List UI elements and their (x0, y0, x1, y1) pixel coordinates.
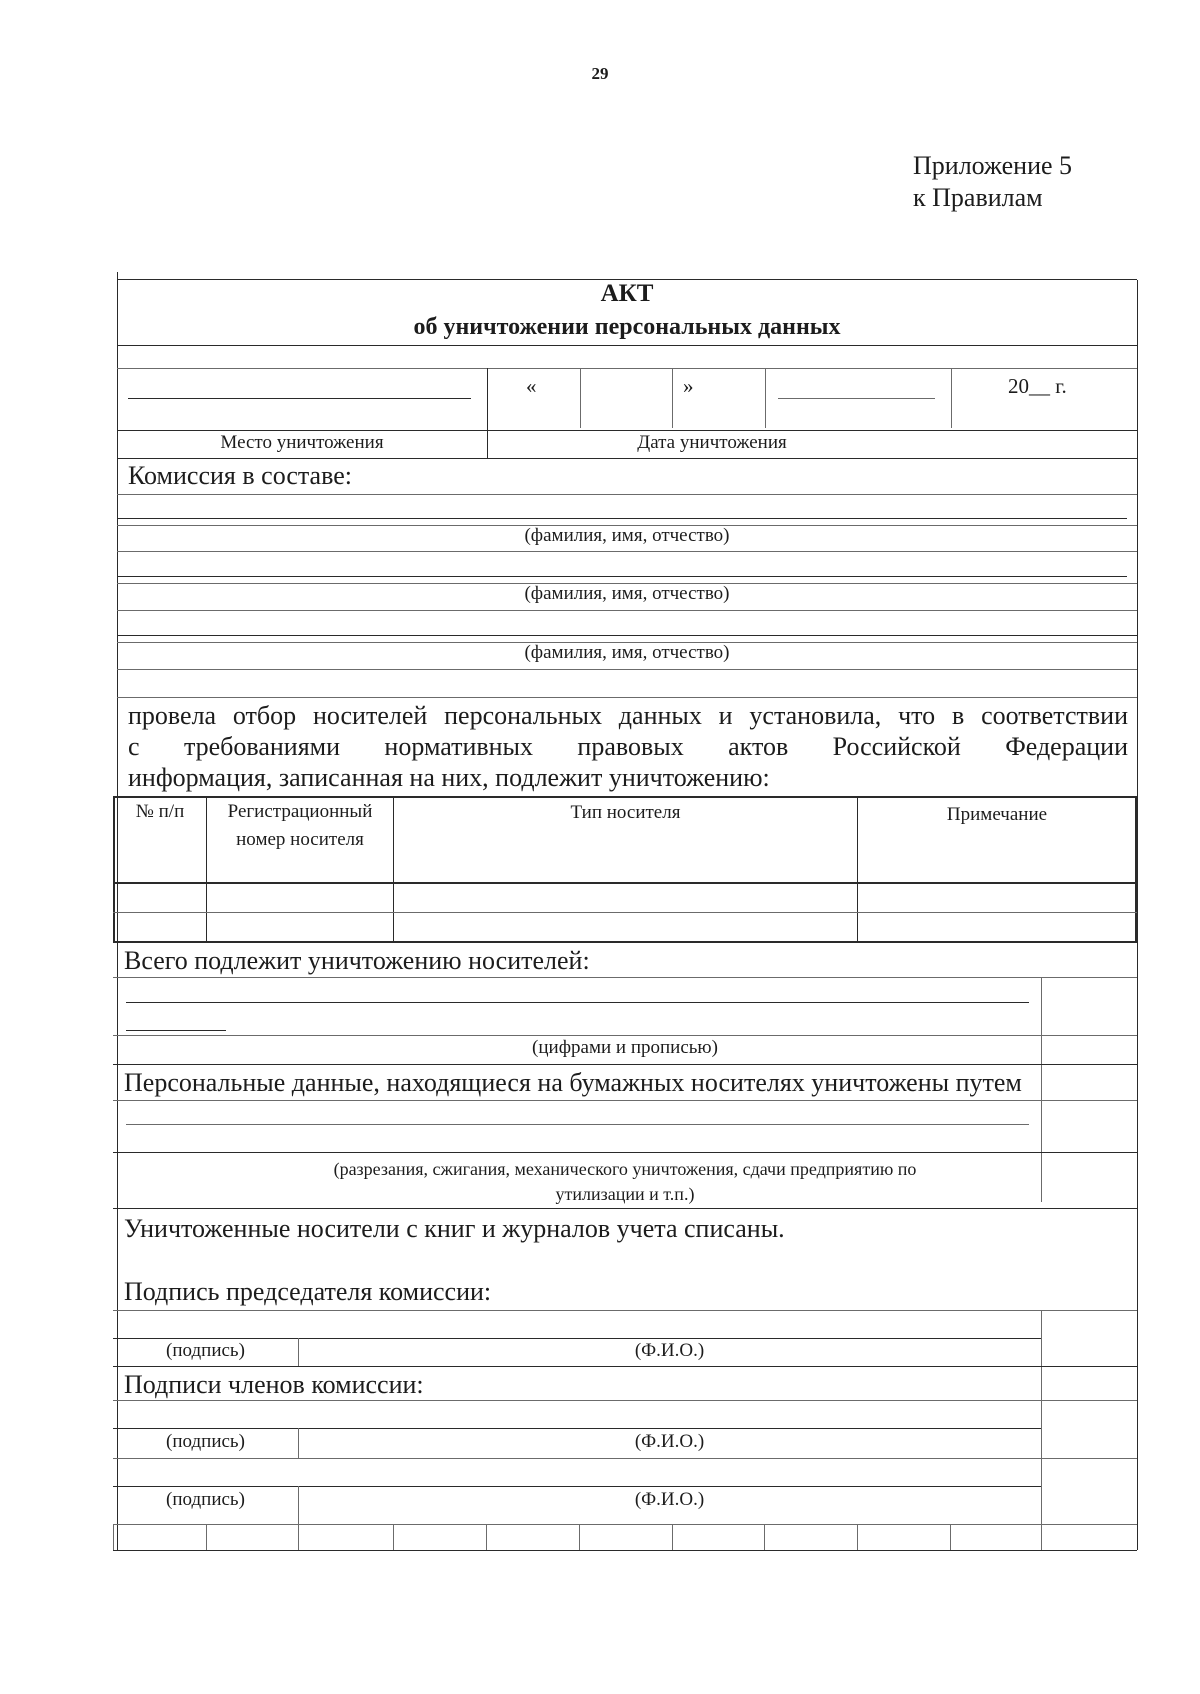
method-hint-line-2: утилизации и т.п.) (555, 1184, 695, 1204)
written-off-text: Уничтоженные носители с книг и журналов учета списаны. (124, 1214, 785, 1243)
appendix-line-2: к Правилам (913, 183, 1043, 212)
fio-hint-3: (фамилия, имя, отчество) (524, 642, 730, 663)
member2-fio-hint: (Ф.И.О.) (634, 1489, 705, 1510)
date-open-quote: « (526, 374, 537, 398)
total-hint: (цифрами и прописью) (532, 1037, 718, 1058)
date-label: Дата уничтожения (637, 432, 787, 453)
method-hint (113, 1157, 1137, 1207)
date-year: 20__ г. (1008, 374, 1067, 398)
table-header-number: № п/п (135, 801, 185, 822)
member1-signature-hint: (подпись) (166, 1431, 245, 1452)
total-label: Всего подлежит уничтожению носителей: (124, 946, 590, 975)
table-header-note: Примечание (946, 804, 1048, 825)
appendix-line-1: Приложение 5 (913, 151, 1073, 180)
act-subtitle: об уничтожении персональных данных (413, 314, 841, 340)
selection-line-1: провела отбор носителей персональных данных и установила, что в соответствии (128, 701, 1128, 730)
table-header-reg-number: Регистрационный номер носителя (227, 801, 373, 850)
chair-fio-hint: (Ф.И.О.) (634, 1340, 705, 1361)
fio-hint-2: (фамилия, имя, отчество) (524, 583, 730, 604)
chair-signature-label: Подпись председателя комиссии: (124, 1277, 492, 1306)
method-label: Персональные данные, находящиеся на бумажных носителях уничтожены путем (124, 1068, 1022, 1097)
page-number: 29 (591, 64, 609, 83)
chair-signature-hint: (подпись) (166, 1340, 245, 1361)
place-label: Место уничтожения (220, 432, 384, 453)
act-title: АКТ (600, 280, 654, 307)
table-header-media-type: Тип носителя (570, 802, 681, 823)
date-close-quote: » (683, 374, 694, 398)
appendix-note (913, 150, 1072, 214)
selection-paragraph (128, 700, 1128, 793)
selection-line-2: с требованиями нормативных правовых актов Российской Федерации (128, 732, 1128, 761)
members-signature-label: Подписи членов комиссии: (124, 1370, 424, 1399)
selection-line-3: информация, записанная на них, подлежит уничтожению: (128, 763, 770, 792)
fio-hint-1: (фамилия, имя, отчество) (524, 525, 730, 546)
commission-label: Комиссия в составе: (128, 461, 352, 490)
member2-signature-hint: (подпись) (166, 1489, 245, 1510)
member1-fio-hint: (Ф.И.О.) (634, 1431, 705, 1452)
method-hint-line-1: (разрезания, сжигания, механического уничтожения, сдачи предприятию по (333, 1159, 917, 1179)
